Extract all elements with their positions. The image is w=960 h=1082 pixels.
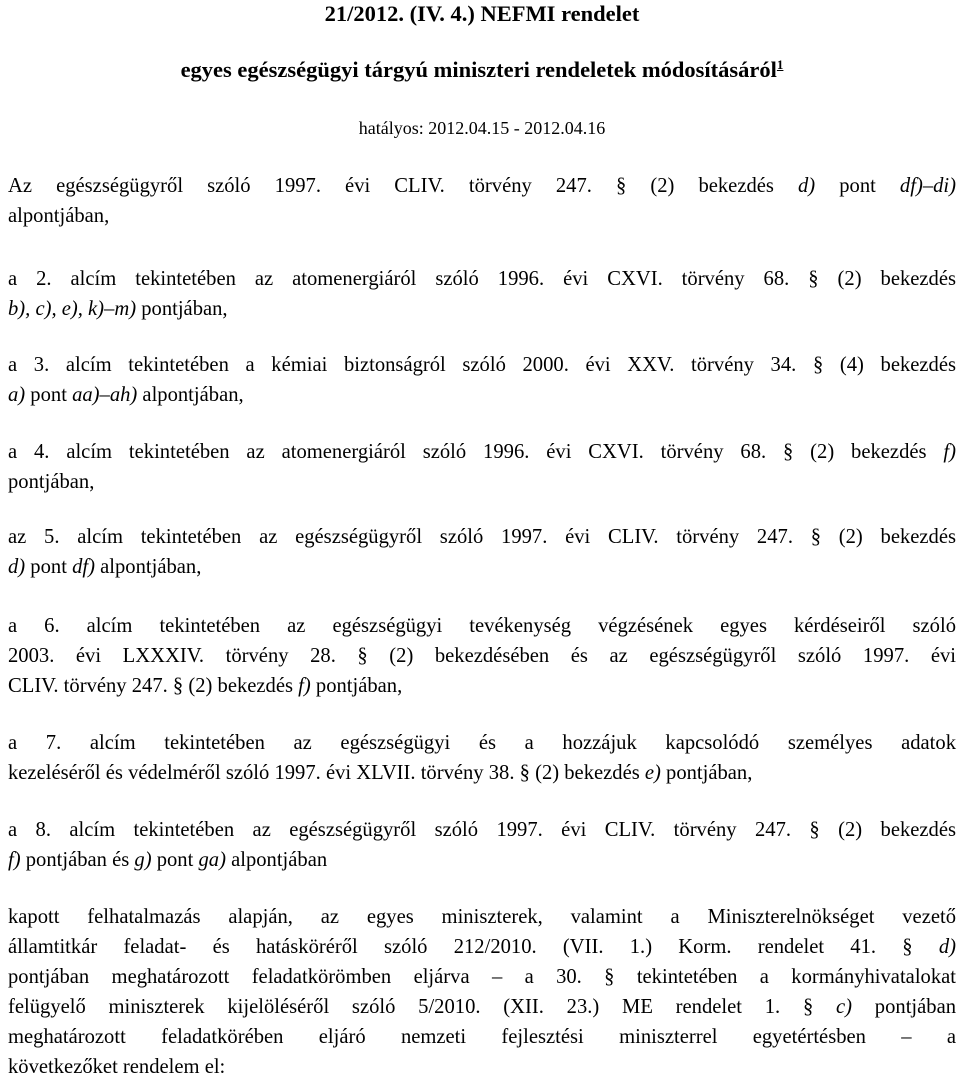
text-segment: pontjában és [20, 849, 135, 871]
italic-ref: d) [938, 936, 956, 958]
italic-ref: c) [836, 996, 853, 1018]
decree-subtitle-text: egyes egészségügyi tárgyú miniszteri rendeletek módosításáról [180, 57, 777, 82]
text-line [8, 264, 956, 294]
text-segment: alpontjában, [8, 205, 110, 227]
text-segment: alpontjában [225, 849, 328, 871]
text-line [8, 1052, 956, 1082]
text-segment: a 6. alcím tekintetében az egészségügyi tevékenység végzésének egyes kérdéseiről szóló [8, 615, 956, 637]
text-segment: pontjában [852, 996, 957, 1018]
text-segment: pontjában, [660, 762, 753, 784]
text-segment: a 7. alcím tekintetében az egészségügyi és a hozzájuk kapcsolódó személyes adatok [8, 732, 956, 754]
text-segment: alpontjában, [94, 556, 202, 578]
text-segment: pont [815, 175, 900, 197]
text-line [8, 992, 956, 1022]
text-segment: pont [151, 849, 199, 871]
italic-ref: df) [899, 175, 923, 197]
paragraph [8, 902, 956, 1082]
italic-ref: a) [8, 384, 26, 406]
italic-ref: d) [798, 175, 816, 197]
text-line [8, 962, 956, 992]
text-segment: – [99, 384, 110, 406]
text-segment: – [104, 298, 115, 320]
text-segment: pontjában, [310, 675, 403, 697]
italic-ref: b), c), e), k) [8, 298, 105, 320]
footnote-link[interactable]: 1 [776, 57, 784, 72]
text-line [8, 611, 956, 641]
text-segment: a 8. alcím tekintetében az egészségügyről szóló 1997. évi CLIV. törvény 247. § (2) bekezdés [8, 819, 956, 841]
paragraph [8, 171, 956, 231]
text-line [8, 932, 956, 962]
text-line [8, 380, 956, 410]
text-segment: – [922, 175, 934, 197]
text-line [8, 467, 956, 497]
text-line [8, 201, 956, 231]
paragraph [8, 350, 956, 410]
text-segment: pontjában meghatározott feladatkörömben eljárva – a 30. § tekintetében a kormányhivatalokat [8, 966, 956, 988]
italic-ref: df) [72, 556, 95, 578]
text-segment: következőket rendelem el: [8, 1056, 226, 1078]
text-segment: Az egészségügyről szóló 1997. évi CLIV. törvény 247. § (2) bekezdés [8, 175, 798, 197]
paragraph [8, 264, 956, 324]
text-segment: az 5. alcím tekintetében az egészségügyről szóló 1997. évi CLIV. törvény 247. § (2) bekezdés [8, 526, 956, 548]
text-segment: pontjában, [136, 298, 228, 320]
text-line [8, 641, 956, 671]
paragraph [8, 522, 956, 582]
paragraph [8, 728, 956, 788]
text-line [8, 552, 956, 582]
text-line [8, 294, 956, 324]
text-line [8, 437, 956, 467]
text-line [8, 902, 956, 932]
paragraph [8, 815, 956, 875]
paragraph [8, 437, 956, 497]
text-line [8, 350, 956, 380]
italic-ref: f) [298, 675, 311, 697]
decree-subtitle [8, 57, 956, 83]
text-segment: meghatározott feladatkörében eljáró nemzeti fejlesztési miniszterrel egyetértésben – a [8, 1026, 956, 1048]
italic-ref: d) [8, 556, 26, 578]
italic-ref: f) [8, 849, 21, 871]
italic-ref: ah) [109, 384, 138, 406]
italic-ref: f) [943, 441, 956, 463]
text-segment: a 3. alcím tekintetében a kémiai biztonságról szóló 2000. évi XXV. törvény 34. § (4) bekezdés [8, 354, 956, 376]
text-segment: kapott felhatalmazás alapján, az egyes miniszterek, valamint a Miniszterelnökséget vezető [8, 906, 956, 928]
text-line [8, 845, 956, 875]
text-line [8, 171, 956, 201]
text-segment: CLIV. törvény 247. § (2) bekezdés [8, 675, 299, 697]
text-line [8, 815, 956, 845]
text-segment: államtitkár feladat- és hatásköréről szóló 212/2010. (VII. 1.) Korm. rendelet 41. § [8, 936, 939, 958]
italic-ref: e) [644, 762, 661, 784]
text-line [8, 671, 956, 701]
text-segment: a 4. alcím tekintetében az atomenergiáról szóló 1996. évi CXVI. törvény 68. § (2) bekezdés [8, 441, 944, 463]
text-line [8, 1022, 956, 1052]
italic-ref: di) [933, 175, 956, 197]
text-segment: a 2. alcím tekintetében az atomenergiáról szóló 1996. évi CXVI. törvény 68. § (2) bekezdés [8, 268, 956, 290]
italic-ref: m) [114, 298, 137, 320]
text-line [8, 758, 956, 788]
decree-title: 21/2012. (IV. 4.) NEFMI rendelet [324, 1, 640, 26]
paragraph [8, 611, 956, 701]
text-line [8, 522, 956, 552]
italic-ref: aa) [72, 384, 100, 406]
text-segment: pont [25, 384, 73, 406]
text-segment: 2003. évi LXXXIV. törvény 28. § (2) bekezdésében és az egészségügyről szóló 1997. évi [8, 645, 956, 667]
italic-ref: ga) [198, 849, 226, 871]
text-segment: kezeléséről és védelméről szóló 1997. évi XLVII. törvény 38. § (2) bekezdés [8, 762, 645, 784]
italic-ref: g) [134, 849, 152, 871]
text-segment: alpontjában, [137, 384, 244, 406]
text-line [8, 728, 956, 758]
text-segment: felügyelő miniszterek kijelöléséről szóló 5/2010. (XII. 23.) ME rendelet 1. § [8, 996, 837, 1018]
text-segment: pont [25, 556, 73, 578]
effective-dates: hatályos: 2012.04.15 - 2012.04.16 [358, 118, 606, 138]
text-segment: pontjában, [8, 471, 95, 493]
